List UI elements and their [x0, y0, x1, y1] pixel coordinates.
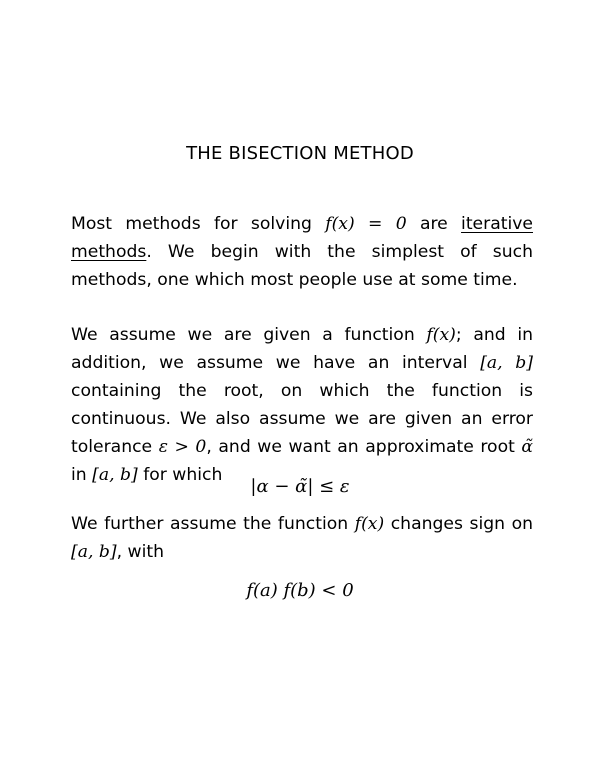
text: in — [71, 465, 93, 485]
text: We begin with the simplest of such methods, one which most people use at some time. — [71, 242, 533, 290]
interval-inline: [a, b] — [92, 465, 138, 485]
text: changes sign on — [384, 514, 533, 534]
text: Most methods for solving — [71, 214, 326, 234]
paragraph-sign-change — [71, 510, 533, 566]
text: We assume we are given a function — [71, 325, 427, 345]
paragraph-assumptions — [71, 321, 533, 489]
interval-inline: [a, b] — [480, 353, 533, 373]
equation-inline: f(x) = 0 — [325, 214, 407, 234]
text: for which — [137, 465, 223, 485]
tolerance-inline: ε > 0 — [158, 437, 207, 457]
text: ; and in addition, we assume we have an interval — [71, 325, 533, 373]
interval-inline: [a, b] — [71, 542, 117, 562]
section-title: THE BISECTION METHOD — [186, 143, 414, 164]
paragraph-intro — [71, 210, 533, 294]
text: are — [406, 214, 462, 234]
text: containing the root, on which the function is continuous. We also assume we are given an error tolerance — [71, 381, 533, 457]
term-iterative: iterative — [461, 214, 533, 234]
equation-inline: f(x) — [354, 514, 385, 534]
text: We further assume the function — [71, 514, 355, 534]
text: , and we want an approximate root — [206, 437, 522, 457]
text: . — [146, 242, 152, 262]
approx-root-inline: α̃ — [521, 437, 533, 457]
text: , with — [116, 542, 164, 562]
term-methods: methods — [71, 242, 147, 262]
equation-error-bound: |α − α̃| ≤ ε — [250, 476, 350, 497]
equation-sign-condition: f(a) f(b) < 0 — [246, 580, 354, 601]
equation-inline: f(x) — [426, 325, 456, 345]
